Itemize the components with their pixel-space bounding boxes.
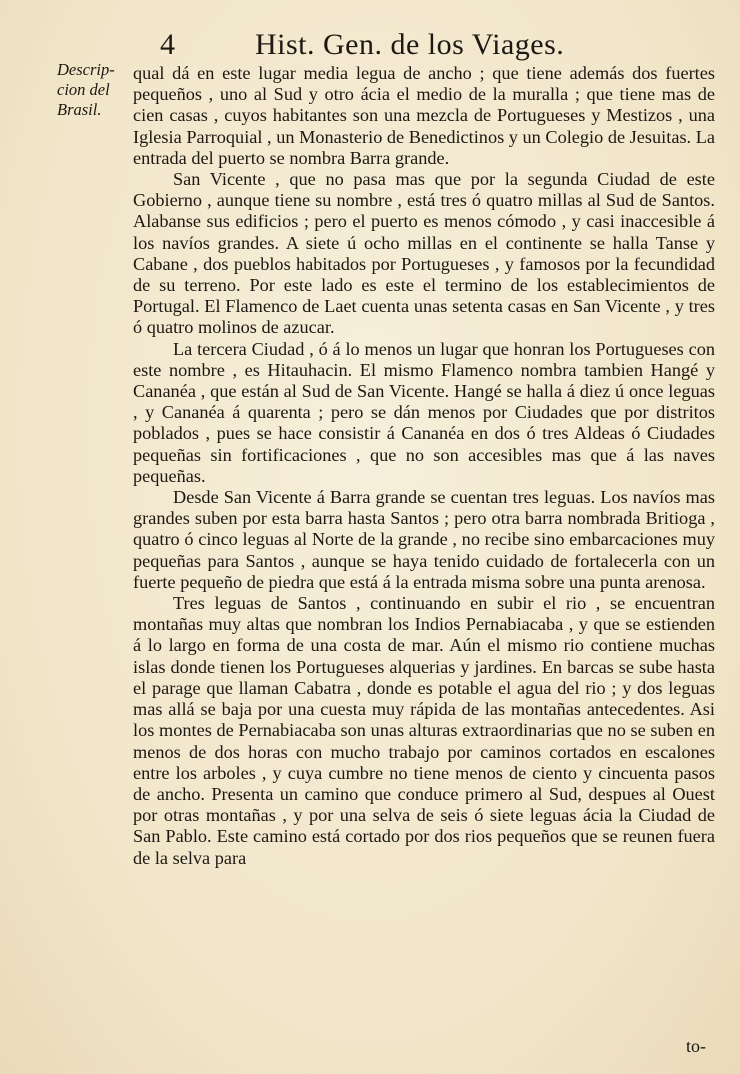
margin-note-line: cion del <box>57 80 110 99</box>
paragraph: La tercera Ciudad , ó á lo menos un lugar que honran los Portugueses con este nombre , es Hitauhacin. El mismo Flamenco nombra tambien Hangé y Cananéa , que están al Sud de San Vicente. Hangé se halla á diez ú once leguas , y Cananéa á quarenta ; pero se dán menos por Ciudades que por distritos poblados , pues se hace consistir á Cananéa en dos ó tres Aldeas ó Ciudades pequeñas sin fortificaciones , que no son accesibles mas que á las naves pequeñas. <box>133 338 715 486</box>
catchword: to- <box>686 1036 706 1056</box>
paragraph: Desde San Vicente á Barra grande se cuentan tres leguas. Los navíos mas grandes suben por esta barra hasta Santos ; pero otra barra nombrada Britioga , quatro ó cinco leguas al Norte de la grande , no recibe sino embarcaciones muy pequeñas para Santos , aunque se haya tenido cuidado de fortalecerla con un fuerte pequeño de piedra que está á la entrada misma sobre una punta arenosa. <box>133 487 715 592</box>
paragraph: qual dá en este lugar media legua de ancho ; que tiene además dos fuertes pequeños , uno al Sud y otro ácia el medio de la muralla ; que tiene mas de cien casas , cuyos habitantes son una mezcla de Portugueses y Mestizos , una Iglesia Parroquial , un Monasterio de Benedictinos y un Colegio de Jesuitas. La entrada del puerto se nombra Barra grande. <box>133 63 715 168</box>
page-header <box>160 28 720 68</box>
paragraph: San Vicente , que no pasa mas que por la segunda Ciudad de este Gobierno , aunque tiene su nombre , está tres ó quatro millas al Sud de Santos. Alabanse sus edificios ; pero el puerto es menos cómodo , y casi inaccesible á los navíos grandes. A siete ú ocho millas en el continente se halla Tanse y Cabane , dos pueblos habitados por Portugueses , y famosos por la fecundidad de su terreno. Por este lado es este el termino de los establecimientos de Portugal. El Flamenco de Laet cuenta unas setenta casas en San Vicente , y tres ó quatro molinos de azucar. <box>133 169 715 338</box>
margin-note-line: Brasil. <box>57 100 102 119</box>
body-text <box>133 63 715 869</box>
page-number: 4 <box>160 28 175 61</box>
running-title: Hist. Gen. de los Viages. <box>255 28 565 61</box>
paragraph: Tres leguas de Santos , continuando en subir el rio , se encuentran montañas muy altas que nombran los Indios Pernabiacaba , y que se estienden á lo largo en forma de una costa de mar. Aún el mismo rio contiene muchas islas donde tienen los Portugueses alquerias y jardines. En barcas se sube hasta el parage que llaman Cabatra , donde es potable el agua del rio ; y dos leguas mas allá se baja por una cuesta muy rápida de las montañas antecedentes. Asi los montes de Pernabiacaba son unas alturas extraordinarias que no se suben en menos de dos horas con mucho trabajo por caminos cortados en escalones entre los arboles , y cuya cumbre no tiene menos de ciento y cincuenta pasos de ancho. Presenta un camino que conduce primero al Sud, despues al Ouest por otras montañas , y por una selva de seis ó siete leguas ácia la Ciudad de San Pablo. Este camino está cortado por dos rios pequeños que se reunen fuera de la selva para <box>133 593 715 868</box>
margin-note <box>57 60 143 120</box>
margin-note-line: Descrip- <box>57 60 115 79</box>
